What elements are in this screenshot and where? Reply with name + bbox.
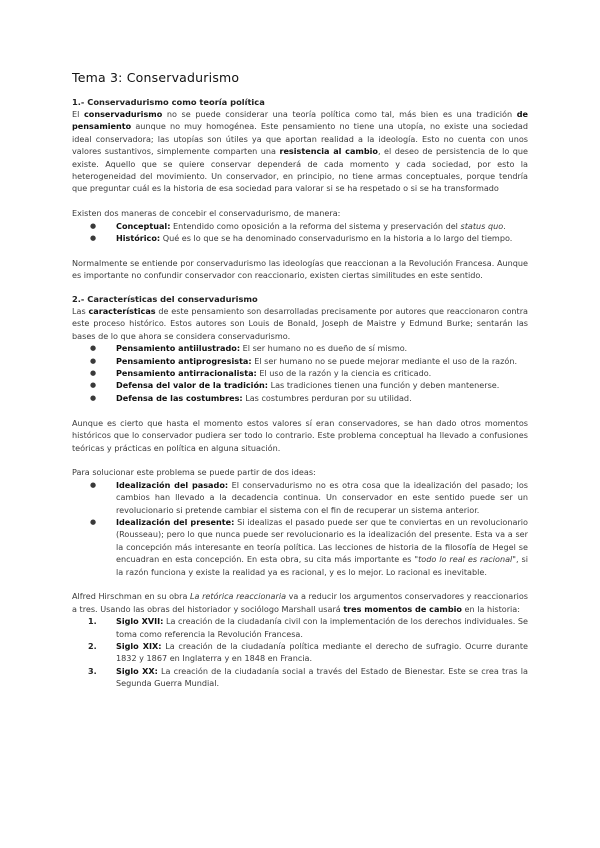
- bullet-icon: ●: [90, 480, 97, 489]
- section-2-heading: 2.- Características del conservadurismo: [72, 294, 258, 305]
- text-run: El conservadurismo no es otra cosa que la idealización del pasado; los cambios han llevado a la decadencia continua. Un conservador en este sentido puede ser un revolucionario si pretende cambiar el sistema con el fin de recuperar un sistema anterior.: [116, 479, 528, 515]
- bullet-item: [72, 232, 528, 244]
- text-run: El uso de la razón y la ciencia es criticado.: [256, 368, 432, 379]
- text-run: El: [72, 109, 84, 119]
- text-run: La creación de la ciudadanía civil con la implementación de los derechos individuales. Se toma como referencia la Revolución Francesa.: [116, 616, 528, 639]
- text-run: va a reducir los argumentos conservadores y reaccionarios a tres. Usando las obras del historiador y sociólogo Marshall usará: [72, 591, 528, 614]
- section-2-paragraph-2: Aunque es cierto que hasta el momento estos valores sí eran conservadores, se han dado otros momentos históricos que lo conservador pudiera ser todo lo contrario. Este problema conceptual ha llevado a confusiones teóricas y prácticas en política en alguna situación.: [72, 417, 528, 453]
- text-run: Entendido como oposición a la reforma del sistema y preservación del: [170, 220, 461, 231]
- item-number: 3.: [88, 665, 97, 676]
- document-page: [72, 70, 528, 690]
- bullet-icon: ●: [90, 234, 97, 243]
- bullet-item: [72, 392, 528, 404]
- bold-text: Siglo XX:: [116, 665, 158, 676]
- bullet-icon: ●: [90, 221, 97, 230]
- bullet-icon: ●: [90, 517, 97, 526]
- italic-text: La retórica reaccionaria: [190, 591, 287, 602]
- text-run: , el deseo de persistencia de lo que existe. Aquello que se quiere conservar dependerá de cada momento y cada sociedad, por esto la heterogeneidad del movimiento. Un conservador, en principio, no tiene armas conceptuales, porque tendría que preguntar cuál es la historia de esa sociedad para valorar si se ha respetado o si se ha transformado: [72, 146, 528, 194]
- bullet-item: [72, 479, 528, 516]
- text-run: Alfred Hirschman en su obra: [72, 591, 191, 602]
- bold-text: Pensamiento antiilustrado:: [116, 343, 241, 354]
- bold-text: Siglo XVII:: [116, 616, 164, 627]
- text-run: El ser humano no se puede mejorar mediante el uso de la razón.: [251, 355, 518, 366]
- text-run: El ser humano no es dueño de sí mismo.: [240, 343, 408, 354]
- bold-text: resistencia al cambio: [279, 146, 378, 157]
- bold-text: Defensa del valor de la tradición:: [116, 380, 269, 391]
- bullet-icon: ●: [90, 356, 97, 365]
- section-1-paragraph-3: Normalmente se entiende por conservadurismo las ideologías que reaccionan a la Revolución Francesa. Aunque es importante no confundir conservador con reaccionario, existen ciertas similitudes en este sentido.: [72, 257, 528, 281]
- bold-text: tres momentos de cambio: [343, 603, 462, 614]
- bold-text: características: [88, 306, 156, 317]
- text-run: La creación de la ciudadanía social a través del Estado de Bienestar. Este se crea tras la Segunda Guerra Mundial.: [116, 665, 528, 689]
- bold-text: Idealización del presente:: [116, 516, 235, 527]
- bold-text: conservadurismo: [83, 109, 163, 119]
- section-2-idea-list: [72, 479, 528, 578]
- bold-text: Pensamiento antiprogresista:: [116, 355, 252, 366]
- numbered-item: [72, 640, 528, 665]
- text-run: aunque no muy homogénea. Este pensamiento no tiene una utopía, no existe una sociedad ideal conservadora; las utopías son útiles ya que aportan realidad a la ideología. Esto no cuenta con unos valores sustantivos, simplemente comparten una: [72, 121, 528, 157]
- bold-text: Pensamiento antirracionalista:: [116, 368, 257, 379]
- numbered-item: [72, 665, 528, 690]
- bullet-item: [72, 220, 528, 232]
- text-run: Las tradiciones tienen una función y deben mantenerse.: [268, 380, 500, 391]
- section-1-paragraph-1: [72, 108, 528, 195]
- text-run: no se puede considerar una teoría política como tal, más bien es una tradición: [162, 109, 517, 119]
- bullet-item: [72, 342, 528, 354]
- section-1-paragraph-2: Existen dos maneras de concebir el conservadurismo, de manera:: [72, 208, 341, 219]
- bullet-icon: ●: [90, 369, 97, 378]
- bullet-item: [72, 379, 528, 391]
- text-run: La creación de la ciudadanía política mediante el derecho de sufragio. Ocurre durante 1832 y 1867 en Inglaterra y en 1848 en Francia.: [116, 640, 528, 664]
- bold-text: de pensamiento: [72, 109, 528, 132]
- bold-text: Siglo XIX:: [116, 640, 162, 651]
- bullet-icon: ●: [90, 344, 97, 353]
- bold-text: Histórico:: [116, 233, 161, 244]
- bold-text: Idealización del pasado:: [116, 479, 229, 490]
- bullet-item: [72, 516, 528, 578]
- bullet-item: [72, 367, 528, 379]
- text-run: Qué es lo que se ha denominado conservadurismo en la historia a lo largo del tiempo.: [160, 233, 513, 244]
- section-2-paragraph-4: [72, 590, 528, 615]
- text-run: Las: [72, 306, 89, 317]
- section-2-paragraph-1: [72, 305, 528, 342]
- text-run: en la historia:: [461, 603, 520, 614]
- bullet-icon: ●: [90, 393, 97, 402]
- section-1-bullet-list: [72, 220, 528, 245]
- numbered-item: [72, 615, 528, 640]
- italic-text: todo lo real es racional: [418, 554, 513, 565]
- item-number: 1.: [88, 616, 97, 627]
- section-2-paragraph-3: Para solucionar este problema se puede partir de dos ideas:: [72, 467, 316, 478]
- bullet-item: [72, 355, 528, 367]
- item-number: 2.: [88, 640, 97, 651]
- page-title: Tema 3: Conservadurismo: [72, 70, 240, 85]
- bullet-icon: ●: [90, 381, 97, 390]
- text-run: de este pensamiento son desarrolladas precisamente por autores que reaccionaron contra este proceso histórico. Estos autores son Louis de Bonald, Joseph de Maistre y Edmund Burke; sentarán las bases de lo que ahora se considera conservadurismo.: [72, 306, 528, 341]
- text-run: .: [503, 220, 506, 231]
- text-run: Las costumbres perduran por su utilidad.: [242, 392, 412, 403]
- italic-text: status quo: [460, 220, 504, 231]
- section-2-numbered-list: [72, 615, 528, 689]
- bold-text: Conceptual:: [116, 220, 171, 231]
- section-2-bullet-list: [72, 342, 528, 404]
- text-run: Si idealizas el pasado puede ser que te conviertas en un revolucionario (Rousseau); pero lo que nunca puede ser revolucionario es la idealización del presente. Esta va a ser la concepción más interesante en teoría política. Las lecciones de historia de la filosofía de Hegel se encuadran en esta concepción. En esta obra, su cita más importante es ": [116, 516, 528, 565]
- text-run: ", si la razón funciona y existe la realidad ya es racional, y es lo mejor. Lo racional es inevitable.: [116, 554, 528, 577]
- bold-text: Defensa de las costumbres:: [116, 392, 243, 403]
- section-1-heading: 1.- Conservadurismo como teoría política: [72, 97, 265, 107]
